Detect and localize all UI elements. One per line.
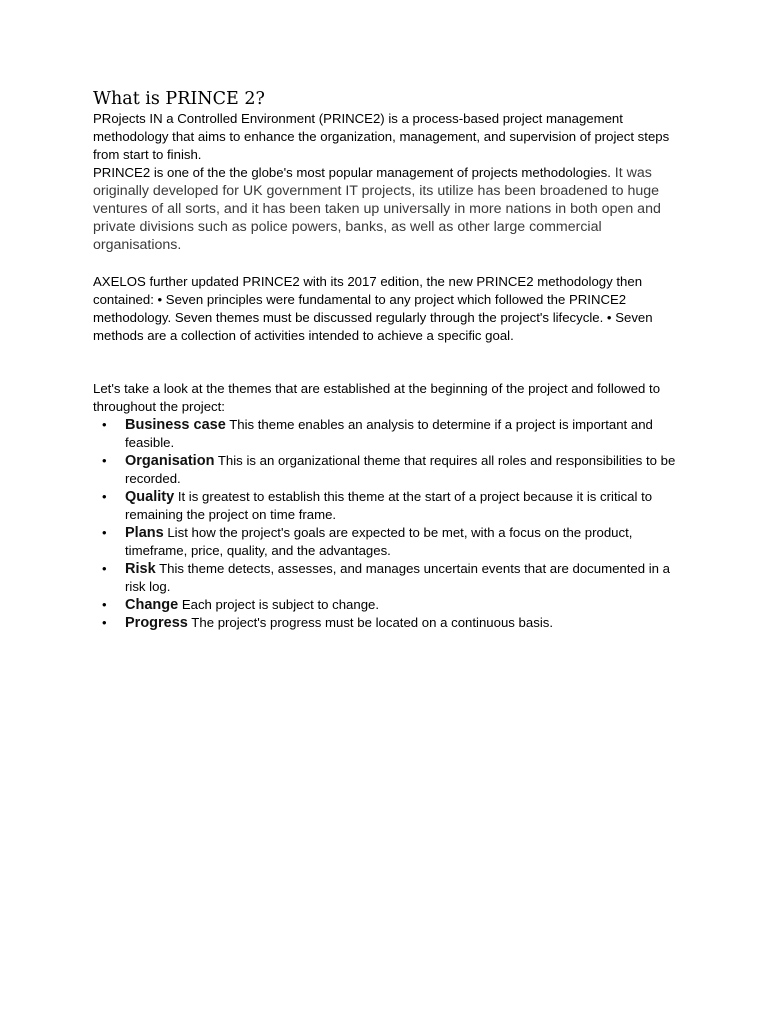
- axelos-paragraph: AXELOS further updated PRINCE2 with its 2017 edition, the new PRINCE2 methodology then contained: • Seven principles were fundamental to any project which followed the PRINCE2 methodology. Seven themes must be discussed regularly through the project's lifecycle. • Seven methods are a collection of activities intended to achieve a specific goal.: [93, 274, 653, 343]
- popularity-paragraph-rest: It was originally developed for UK government IT projects, its utilize has been broadened to huge ventures of all sorts, and it has been taken up universally in more nations in both open and private divisions such as police powers, banks, as well as other large commercial organisations.: [93, 165, 661, 253]
- popularity-paragraph: [93, 164, 683, 254]
- bullet-icon: •: [102, 615, 107, 630]
- list-item: [93, 596, 683, 614]
- theme-term: Organisation: [125, 453, 215, 469]
- bullet-icon: •: [102, 453, 107, 468]
- theme-description: List how the project's goals are expected to be met, with a focus on the product, timeframe, price, quality, and the advantages.: [125, 525, 633, 558]
- theme-term: Change: [125, 597, 179, 613]
- theme-term: Business case: [125, 417, 226, 433]
- theme-description: Each project is subject to change.: [178, 597, 380, 612]
- theme-description: This is an organizational theme that requires all roles and responsibilities to be recorded.: [125, 453, 676, 486]
- bullet-icon: •: [102, 525, 107, 540]
- list-item: [93, 560, 683, 596]
- bullet-icon: •: [102, 561, 107, 576]
- themes-list: [93, 416, 683, 632]
- bullet-icon: •: [102, 489, 107, 504]
- theme-term: Risk: [125, 561, 156, 577]
- list-item: [93, 452, 683, 488]
- bullet-icon: •: [102, 417, 107, 432]
- bullet-icon: •: [102, 597, 107, 612]
- theme-description: This theme detects, assesses, and manages uncertain events that are documented in a risk log.: [125, 561, 671, 594]
- theme-description: This theme enables an analysis to determine if a project is important and feasible.: [125, 417, 653, 450]
- page-title: What is PRINCE 2?: [93, 89, 265, 109]
- theme-term: Plans: [125, 525, 164, 541]
- list-item: [93, 524, 683, 560]
- popularity-paragraph-start: PRINCE2 is one of the the globe's most popular management of projects methodologies.: [93, 165, 611, 180]
- theme-description: The project's progress must be located on a continuous basis.: [187, 615, 554, 630]
- intro-paragraph: PRojects IN a Controlled Environment (PRINCE2) is a process-based project management methodology that aims to enhance the organization, management, and supervision of project steps from start to finish.: [93, 111, 670, 162]
- theme-term: Quality: [125, 489, 175, 505]
- list-item: [93, 488, 683, 524]
- document-body: [93, 88, 683, 632]
- list-item: [93, 416, 683, 452]
- theme-description: It is greatest to establish this theme at the start of a project because it is critical to remaining the project on time frame.: [125, 489, 653, 522]
- themes-intro-paragraph: Let's take a look at the themes that are established at the beginning of the project and followed to throughout the project:: [93, 381, 661, 414]
- theme-term: Progress: [125, 615, 188, 631]
- list-item: [93, 614, 683, 632]
